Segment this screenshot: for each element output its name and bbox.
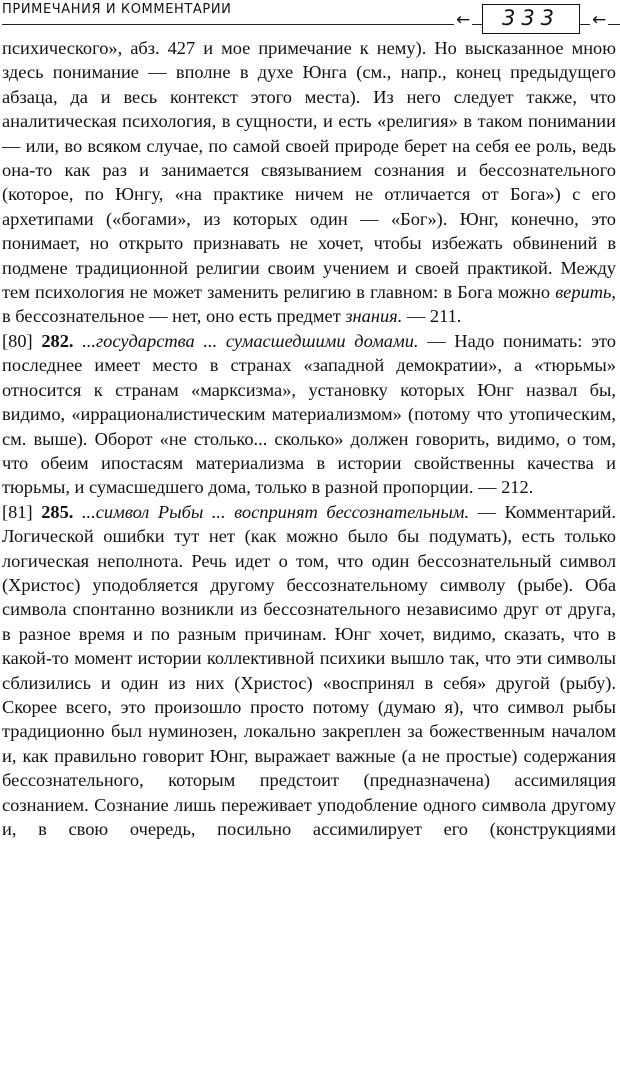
note-number: [81] [2, 501, 42, 522]
page-number: 333 [482, 4, 580, 34]
note-text: — Комментарий. Логической ошибки тут нет (как можно было бы подумать), есть только логическая неполнота. Речь идет о том, что один бессознательный символ (Христос) уподобляется другому бессознательному символу (рыбе). Оба символа спонтанно возникли из бессознательного независимо друг от друга, в разное время и по разным причинам. Юнг хочет, видимо, сказать, что в какой-то момент истории коллективной психики вышло так, что эти символы сблизились и один из них (Христос) «воспринял в себя» другой (рыбу). Скорее всего, это произошло просто потому (думаю я), что символ рыбы традиционно был нуминозен, локально закреплен за божественным началом и, как правильно говорит Юнг, выражает важные (а не простые) содержания бессознательного, которым предстоит (предназначена) ассимиляция сознанием. Сознание лишь переживает уподобление одного символа другому и, в свою очередь, посильно ассимилирует его (конструкциями [2, 501, 616, 839]
body-text [2, 36, 616, 841]
emphasis: знания. [345, 306, 403, 327]
note-81 [2, 500, 616, 842]
note-page-ref: 285. [41, 501, 74, 522]
note-lemma: ...государства ... сумасшедшими домами. [73, 330, 419, 351]
paragraph-continuation: психического», абз. 427 и мое примечание к нему). Но высказанное мною здесь понимание — вполне в духе Юнга (см., напр., конец предыдущего абзаца, да и весь контекст этого места). Из него следует также, что аналитическая психология, в сущности, и есть «религия» в таком понимании — или, во всяком случае, по самой своей природе берет на себя ее роль, ведь она-то как раз и занимается связыванием сознания и бессознательного (которое, по Юнгу, «на практике ничем не отличается от Бога») с его архетипами («богами», из которых один — «Бог»). Юнг, конечно, это понимает, но открыто признавать не хочет, чтобы избежать обвинений в подмене традиционной религии своим учением и своей практикой. Между тем психология не может заменить религию в главном: в Бога можно верить, в бессознательное — нет, оно есть предмет знания. — 211. [2, 38, 616, 327]
arrow-left-icon: ← [456, 10, 471, 30]
note-80 [2, 329, 616, 500]
arrow-right-icon: ← [592, 10, 607, 30]
note-page-ref: 282. [41, 330, 74, 351]
running-head: ПРИМЕЧАНИЯ И КОММЕНТАРИИ [2, 2, 232, 17]
note-number: [80] [2, 330, 42, 351]
emphasis: верить [555, 282, 612, 303]
note-text: — Надо понимать: это последнее имеет место в странах «западной демократии», а «тюрьмы» относится к странам «марксизма», установку которых Юнг назвал бы, видимо, «иррационалистическим материализмом» (потому что утопическим, см. выше). Оборот «не столько... сколько» должен говорить, видимо, о том, что обеим ипостасям материализма в истории свойственны качества и тюрьмы, и сумасшедшего дома, только в разной пропорции. — 212. [2, 330, 616, 498]
note-lemma: ...символ Рыбы ... воспринят бессознательным. [73, 501, 470, 522]
page-header [0, 0, 620, 38]
